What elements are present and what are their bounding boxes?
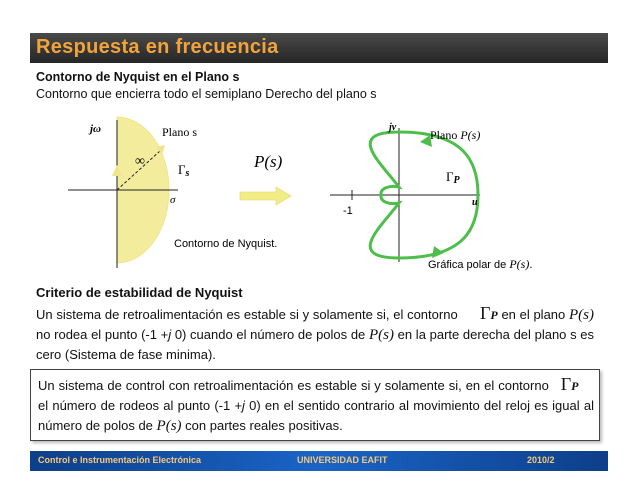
slide-title: Respuesta en frecuencia — [36, 36, 279, 58]
criterion-paragraph: Un sistema de retroalimentación es estable si y solamente si, el contorno ΓP en el plano P(s) no rodea el punto (-1 +j 0) cuando el número de polos de P(s) en la parte derecha del plano s es cero (Sistema de fase minima). — [36, 303, 594, 362]
sigma-axis-label: σ — [170, 194, 176, 206]
criterion-title: Criterio de estabilidad de Nyquist — [36, 285, 243, 300]
section-subtitle: Contorno de Nyquist en el Plano s — [36, 70, 240, 84]
mapping-arrow-group — [240, 152, 291, 205]
jv-axis-label: jv — [389, 122, 397, 133]
mapping-arrow — [240, 187, 291, 205]
gamma-p-symbol: Γ — [479, 303, 491, 323]
gamma-p-label: ΓP — [446, 169, 460, 186]
jw-axis-label: jω — [90, 123, 102, 135]
gamma-s-label: Γs — [178, 162, 190, 179]
mapping-label: P(s) — [254, 152, 283, 171]
p-plane-label: Plano P(s) — [430, 128, 481, 142]
nyquist-diagram — [0, 110, 638, 280]
p-plane-figure — [330, 122, 532, 271]
criterion-box-paragraph: Un sistema de control con retroalimentación es estable si y solamente si, en el contorno ΓP el número de rodeos al punto (-1 +j 0) en el sentido contrario al movimiento del reloj es igual al número de polos de P(s) con partes reales positivas. — [38, 374, 594, 434]
gamma-p-symbol-box: Γ — [560, 374, 572, 394]
criterion-box — [30, 369, 600, 441]
section-description: Contorno que encierra todo el semiplano Derecho del plano s — [36, 87, 377, 101]
s-plane-label: Plano s — [162, 125, 198, 139]
infinity-label: ∞ — [135, 154, 145, 169]
polar-arrow-bottom — [432, 246, 444, 258]
u-axis-label: u — [472, 197, 478, 208]
footer-semester: 2010/2 — [527, 455, 555, 465]
footer-university: UNIVERSIDAD EAFIT — [297, 455, 388, 465]
polar-plot-caption: Gráfica polar de P(s). — [428, 257, 533, 271]
minus-one-label: -1 — [343, 205, 353, 217]
slide-title-bar — [30, 33, 608, 63]
footer-course: Control e Instrumentación Electrónica — [38, 455, 202, 465]
footer-bar — [30, 451, 608, 471]
nyquist-caption: Contorno de Nyquist. — [174, 238, 278, 250]
